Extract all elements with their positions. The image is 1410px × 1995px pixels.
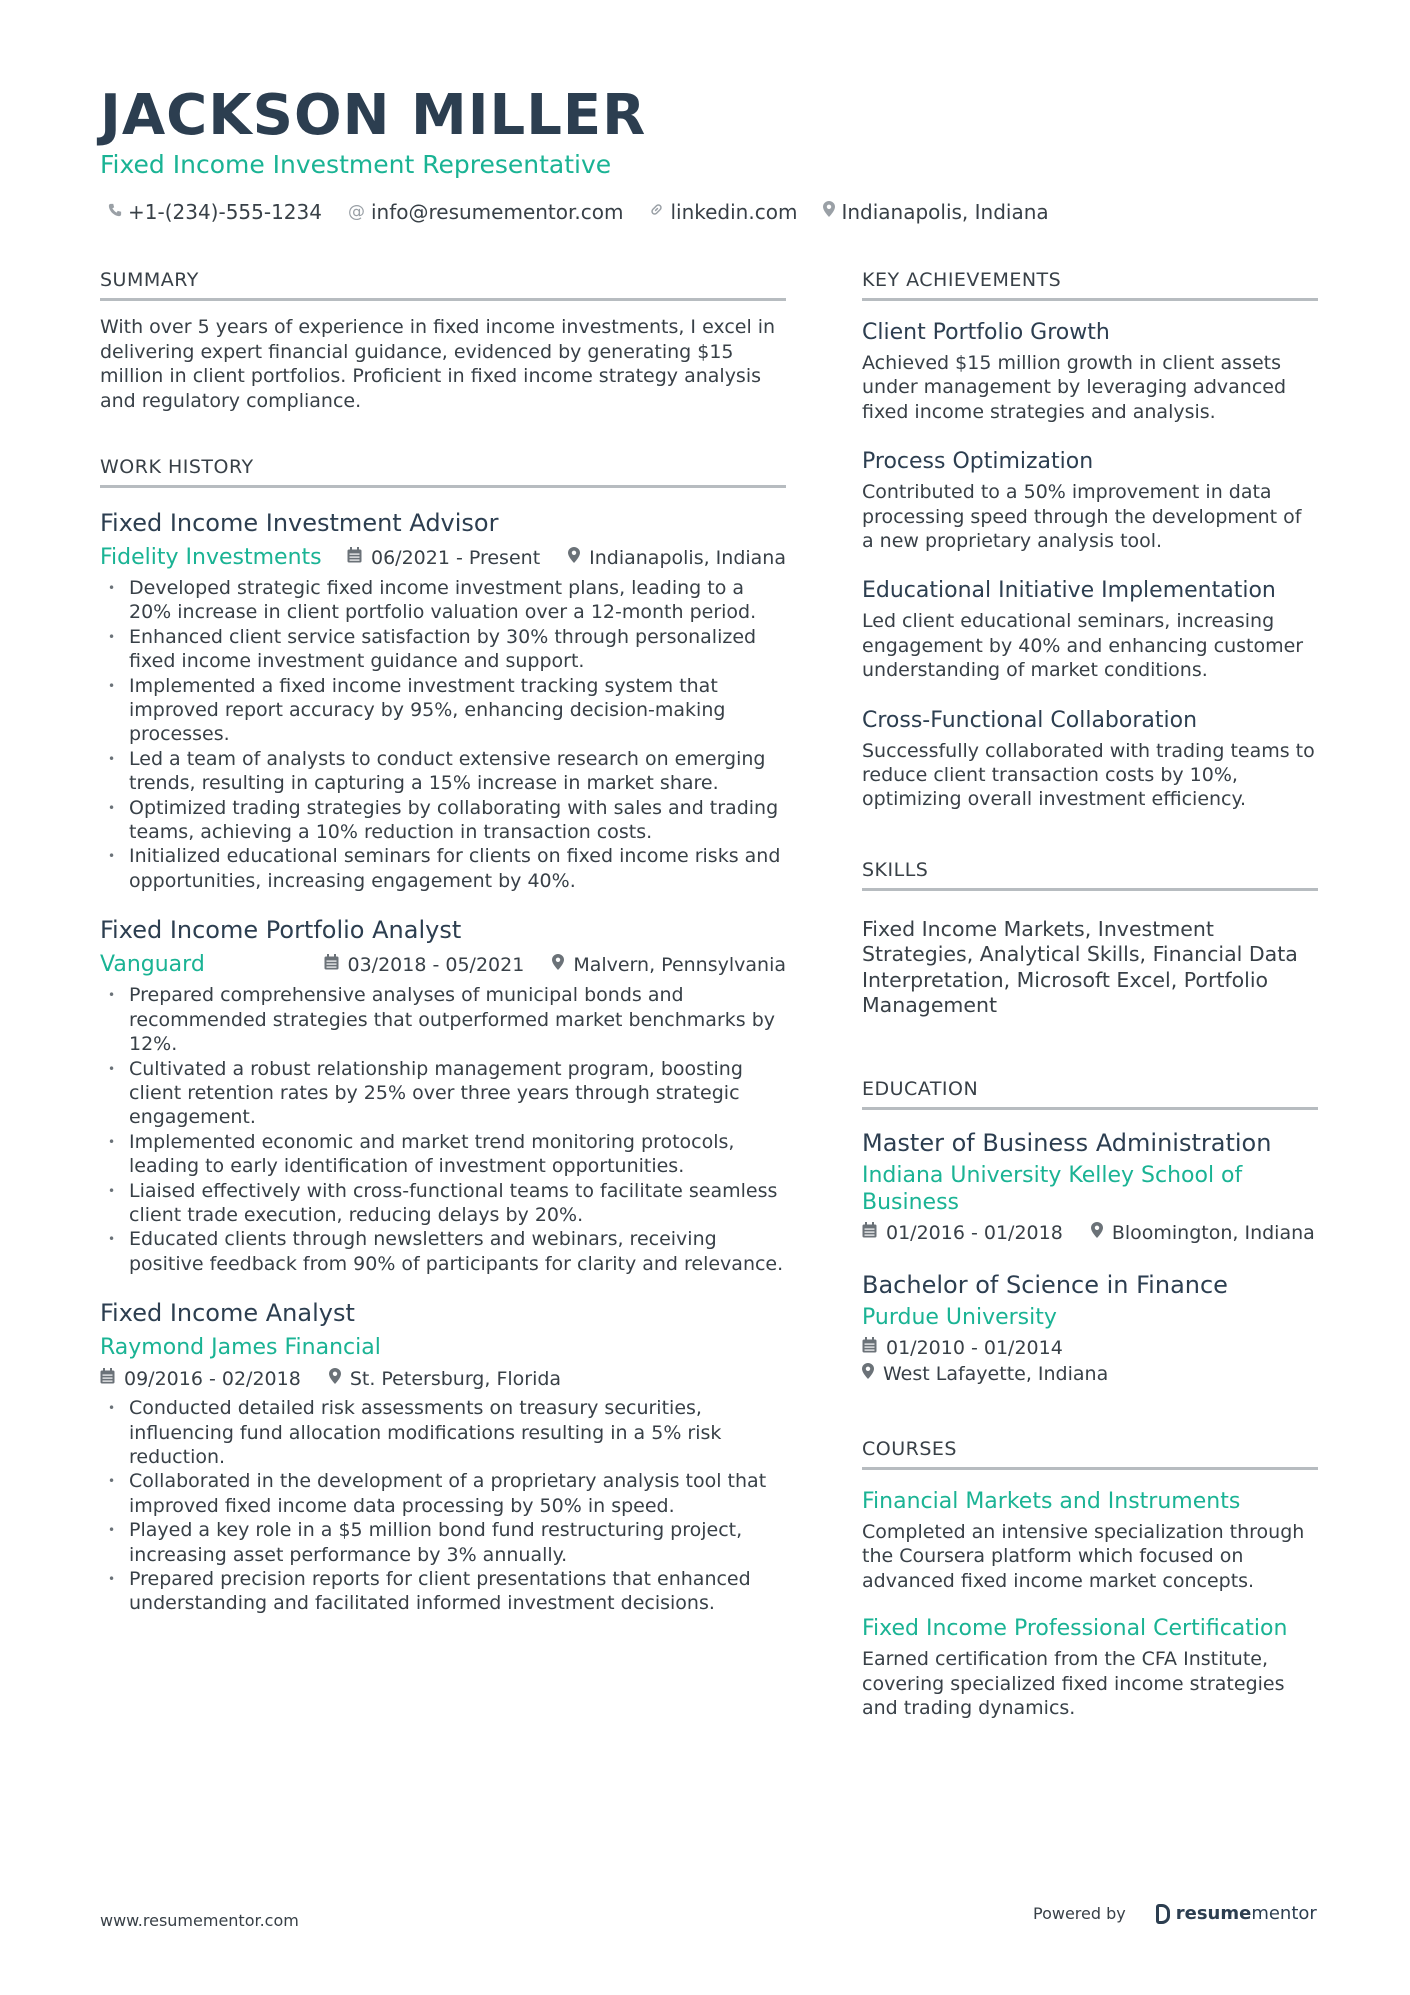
achievement-desc: Successfully collaborated with trading teams to reduce client transaction costs by 10%, optimizing overall investment efficiency. <box>862 739 1315 811</box>
work-history-heading: WORK HISTORY <box>100 453 786 488</box>
map-pin-icon <box>823 198 835 226</box>
bullet-item: • Cultivated a robust relationship management program, boosting client retention rates by 25% over three years through strategic engagement. <box>100 1057 786 1130</box>
bullet-item: • Initialized educational seminars for clients on fixed income risks and opportunities, increasing engagement by 40%. <box>100 844 786 893</box>
summary-heading: SUMMARY <box>100 266 786 301</box>
course-item <box>862 1488 1318 1593</box>
education-dates-text: 01/2010 - 01/2014 <box>886 1336 1063 1359</box>
job-dates <box>100 1366 301 1392</box>
course-title: Fixed Income Professional Certification <box>862 1616 1288 1642</box>
job-location <box>329 1366 561 1392</box>
bullet-item: • Collaborated in the development of a proprietary analysis tool that improved fixed income data processing by 50% in speed. <box>100 1469 786 1518</box>
phone-icon <box>108 198 122 226</box>
achievement-desc: Achieved $15 million growth in client assets under management by leveraging advanced fixed income strategies and analysis. <box>862 352 1287 423</box>
footer-branding <box>1033 1903 1317 1924</box>
bullet-item: • Implemented economic and market trend monitoring protocols, leading to early identification of investment opportunities. <box>100 1130 786 1179</box>
course-desc: Earned certification from the CFA Institute, covering specialized fixed income strategies and trading dynamics. <box>862 1648 1285 1719</box>
job-entry <box>100 915 786 1276</box>
map-pin-icon <box>329 1366 341 1392</box>
job-meta <box>100 951 786 979</box>
job-bullets <box>100 983 786 1276</box>
course-desc: Completed an intensive specialization through the Coursera platform which focused on advanced fixed income market concepts. <box>862 1520 1305 1592</box>
job-dates-text: 03/2018 - 05/2021 <box>347 954 525 977</box>
calendar-icon <box>347 544 362 572</box>
bullet-item: • Enhanced client service satisfaction by 30% through personalized fixed income investment guidance and support. <box>100 625 786 674</box>
contact-bar <box>108 198 1075 226</box>
job-meta <box>100 544 786 572</box>
company-name: Fidelity Investments <box>100 545 322 570</box>
contact-email[interactable] <box>348 198 623 226</box>
education-dates <box>862 1335 1318 1361</box>
achievement-item <box>862 707 1318 812</box>
candidate-title: Fixed Income Investment Representative <box>100 150 612 179</box>
map-pin-icon <box>568 544 580 572</box>
map-pin-icon <box>1091 1220 1103 1246</box>
achievements-heading: KEY ACHIEVEMENTS <box>862 266 1318 301</box>
job-meta <box>100 1366 786 1392</box>
contact-location <box>823 198 1048 226</box>
job-bullets <box>100 1396 786 1616</box>
bullet-item: • Implemented a fixed income investment tracking system that improved report accuracy by 95%, enhancing decision-making processes. <box>100 674 786 747</box>
skills-text: Fixed Income Markets, Investment Strategies, Analytical Skills, Financial Data Interpretation, Microsoft Excel, Portfolio Management <box>862 916 1298 1018</box>
job-title: Fixed Income Investment Advisor <box>100 509 499 537</box>
school-name: Indiana University Kelley School of Business <box>862 1162 1243 1215</box>
job-location-text: Malvern, Pennsylvania <box>573 954 786 977</box>
calendar-icon <box>862 1335 877 1361</box>
degree-title: Master of Business Administration <box>862 1128 1272 1157</box>
education-location-text: West Lafayette, Indiana <box>883 1362 1109 1385</box>
job-meta-right <box>324 951 787 979</box>
left-column <box>100 266 786 1616</box>
achievement-item <box>862 448 1318 553</box>
achievement-item <box>862 577 1318 682</box>
education-location-text: Bloomington, Indiana <box>1111 1221 1315 1244</box>
phone-text: +1-(234)-555-1234 <box>128 200 322 224</box>
job-location <box>552 951 786 979</box>
company-name: Raymond James Financial <box>100 1335 381 1361</box>
brand-name-bold: resume <box>1175 1903 1252 1924</box>
job-bullets <box>100 576 786 893</box>
courses-heading: COURSES <box>862 1435 1318 1470</box>
calendar-icon <box>100 1366 115 1392</box>
summary-text: With over 5 years of experience in fixed income investments, I excel in delivering expert financial guidance, evidenced by generating $15 million in client portfolios. Proficient in fixed income strategy analysis and regulatory compliance. <box>100 316 776 412</box>
job-entry <box>100 508 786 893</box>
job-location <box>568 544 786 572</box>
at-icon: @ <box>347 202 365 222</box>
bullet-item: • Prepared precision reports for client presentations that enhanced understanding and facilitated informed investment decisions. <box>100 1567 786 1616</box>
course-item <box>862 1615 1318 1720</box>
achievement-title: Cross-Functional Collaboration <box>862 707 1198 733</box>
bullet-item: • Conducted detailed risk assessments on treasury securities, influencing fund allocation modifications resulting in a 5% risk reduction. <box>100 1396 786 1469</box>
bullet-item: • Played a key role in a $5 million bond fund restructuring project, increasing asset performance by 3% annually. <box>100 1518 786 1567</box>
achievement-title: Process Optimization <box>862 449 1094 475</box>
job-meta-right <box>347 544 786 572</box>
linkedin-text: linkedin.com <box>670 200 798 224</box>
calendar-icon <box>324 951 339 979</box>
company-name: Vanguard <box>100 952 205 978</box>
job-dates-text: 09/2016 - 02/2018 <box>124 1368 301 1391</box>
bullet-item: • Optimized trading strategies by collaborating with sales and trading teams, achieving a 10% reduction in transaction costs. <box>100 796 786 845</box>
education-dates <box>862 1220 1063 1246</box>
bullet-item: • Led a team of analysts to conduct extensive research on emerging trends, resulting in capturing a 15% increase in market share. <box>100 747 786 796</box>
brand-logo-icon <box>1156 1904 1170 1924</box>
skills-heading: SKILLS <box>862 856 1318 891</box>
bullet-item: • Prepared comprehensive analyses of municipal bonds and recommended strategies that outperformed market benchmarks by 12%. <box>100 983 786 1056</box>
education-dates-text: 01/2016 - 01/2018 <box>886 1221 1063 1244</box>
education-location <box>862 1361 1318 1387</box>
job-dates <box>347 544 540 572</box>
degree-title: Bachelor of Science in Finance <box>862 1270 1228 1299</box>
education-meta <box>862 1220 1318 1246</box>
job-location-text: Indianapolis, Indiana <box>589 547 786 569</box>
job-title: Fixed Income Analyst <box>100 1299 355 1328</box>
right-column <box>862 266 1318 1720</box>
brand-name-rest: mentor <box>1251 1903 1317 1924</box>
bullet-item: • Developed strategic fixed income investment plans, leading to a 20% increase in client portfolio valuation over a 12-month period. <box>100 576 786 625</box>
achievement-item <box>862 319 1318 424</box>
achievement-desc: Led client educational seminars, increasing engagement by 40% and enhancing customer understanding of market conditions. <box>862 610 1304 682</box>
achievement-title: Educational Initiative Implementation <box>862 578 1276 604</box>
education-heading: EDUCATION <box>862 1075 1318 1110</box>
achievement-title: Client Portfolio Growth <box>862 320 1110 345</box>
job-entry <box>100 1298 786 1616</box>
powered-by-label: Powered by <box>1033 1904 1126 1923</box>
course-title: Financial Markets and Instruments <box>862 1488 1241 1514</box>
education-item <box>862 1128 1318 1246</box>
email-text: info@resumementor.com <box>370 200 624 224</box>
footer-website[interactable]: www.resumementor.com <box>100 1911 299 1930</box>
job-dates <box>324 951 525 979</box>
contact-phone[interactable] <box>108 198 322 226</box>
education-location <box>1091 1220 1315 1246</box>
job-dates-text: 06/2021 - Present <box>370 547 541 569</box>
contact-linkedin[interactable] <box>649 198 797 226</box>
map-pin-icon <box>552 951 564 979</box>
job-title: Fixed Income Portfolio Analyst <box>100 916 462 945</box>
candidate-name: JACKSON MILLER <box>100 83 647 148</box>
location-text: Indianapolis, Indiana <box>841 200 1049 224</box>
bullet-item: • Liaised effectively with cross-functional teams to facilitate seamless client trade execution, reducing delays by 20%. <box>100 1179 786 1228</box>
job-location-text: St. Petersburg, Florida <box>349 1368 562 1391</box>
bullet-item: • Educated clients through newsletters and webinars, receiving positive feedback from 90% of participants for clarity and relevance. <box>100 1227 786 1276</box>
brand-logo[interactable] <box>1156 1903 1317 1924</box>
education-item <box>862 1270 1318 1387</box>
link-icon <box>649 198 664 226</box>
school-name: Purdue University <box>862 1304 1057 1330</box>
map-pin-icon <box>862 1361 874 1387</box>
achievement-desc: Contributed to a 50% improvement in data processing speed through the development of a new proprietary analysis tool. <box>862 481 1302 553</box>
calendar-icon <box>862 1220 877 1246</box>
